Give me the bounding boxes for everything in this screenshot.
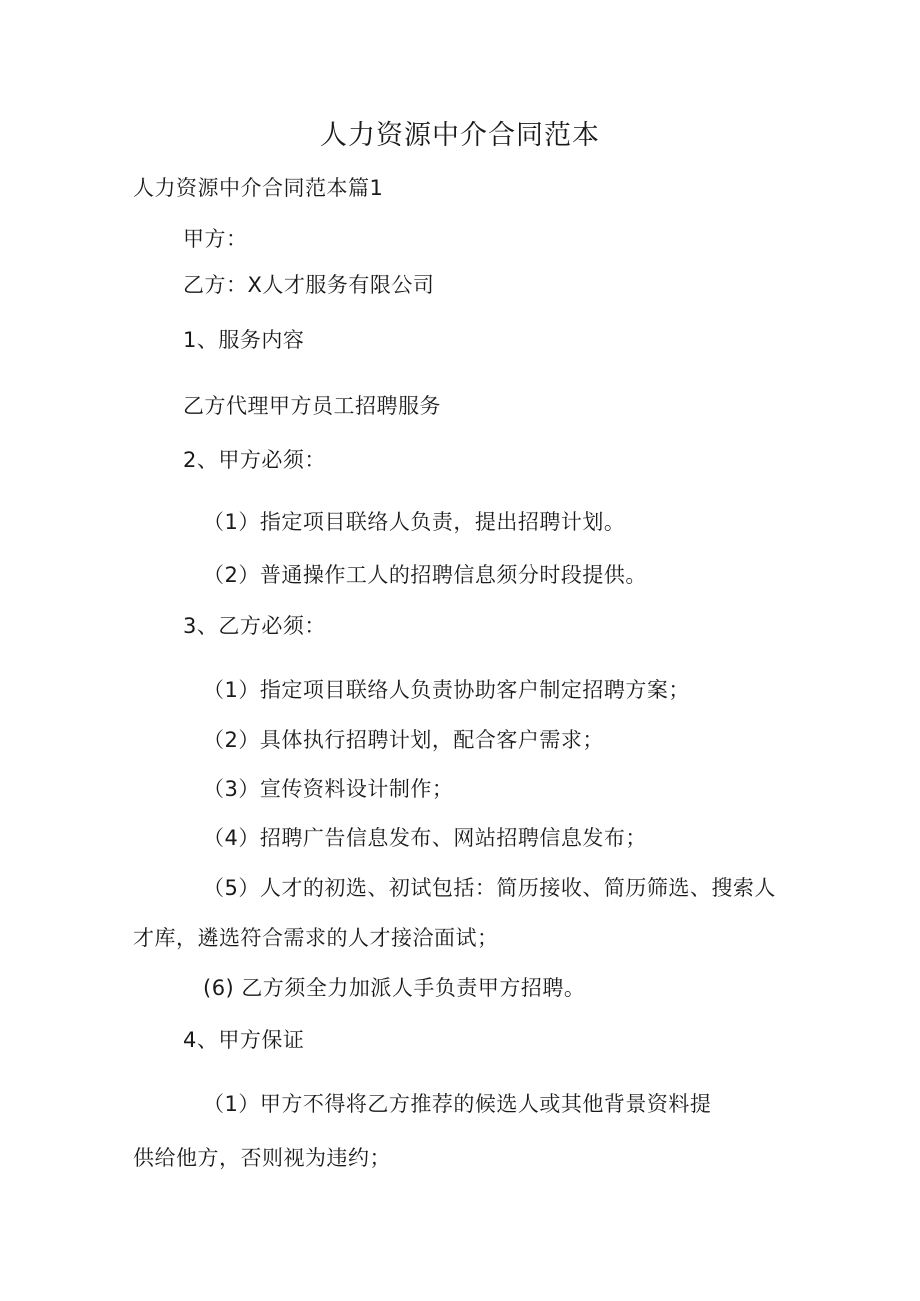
list-item: （2）具体执行招聘计划，配合客户需求； xyxy=(203,728,604,752)
list-item: （1）指定项目联络人负责，提出招聘计划。 xyxy=(203,510,626,534)
section-heading-3: 3、乙方必须： xyxy=(183,614,326,638)
document-title: 人力资源中介合同范本 xyxy=(320,120,600,151)
list-item: （3）宣传资料设计制作； xyxy=(203,777,454,801)
party-b-label: 乙方：X人才服务有限公司 xyxy=(183,273,435,297)
list-item-continuation: 才库，遴选符合需求的人才接洽面试； xyxy=(133,926,499,950)
list-item: （4）招聘广告信息发布、网站招聘信息发布； xyxy=(203,826,647,850)
party-a-label: 甲方： xyxy=(183,227,248,251)
list-item: （5）人才的初选、初试包括：简历接收、简历筛选、搜索人 xyxy=(203,876,776,900)
list-item: （1）指定项目联络人负责协助客户制定招聘方案； xyxy=(203,678,690,702)
list-item: (6) 乙方须全力加派人手负责甲方招聘。 xyxy=(203,976,586,1000)
list-item: （1）甲方不得将乙方推荐的候选人或其他背景资料提 xyxy=(203,1092,712,1116)
section-body-1: 乙方代理甲方员工招聘服务 xyxy=(183,394,441,418)
document-subtitle: 人力资源中介合同范本篇1 xyxy=(133,176,384,200)
section-heading-2: 2、甲方必须： xyxy=(183,448,326,472)
section-heading-4: 4、甲方保证 xyxy=(183,1028,305,1052)
section-heading-1: 1、服务内容 xyxy=(183,328,305,352)
list-item: （2）普通操作工人的招聘信息须分时段提供。 xyxy=(203,563,647,587)
list-item-continuation: 供给他方，否则视为违约； xyxy=(133,1146,391,1170)
